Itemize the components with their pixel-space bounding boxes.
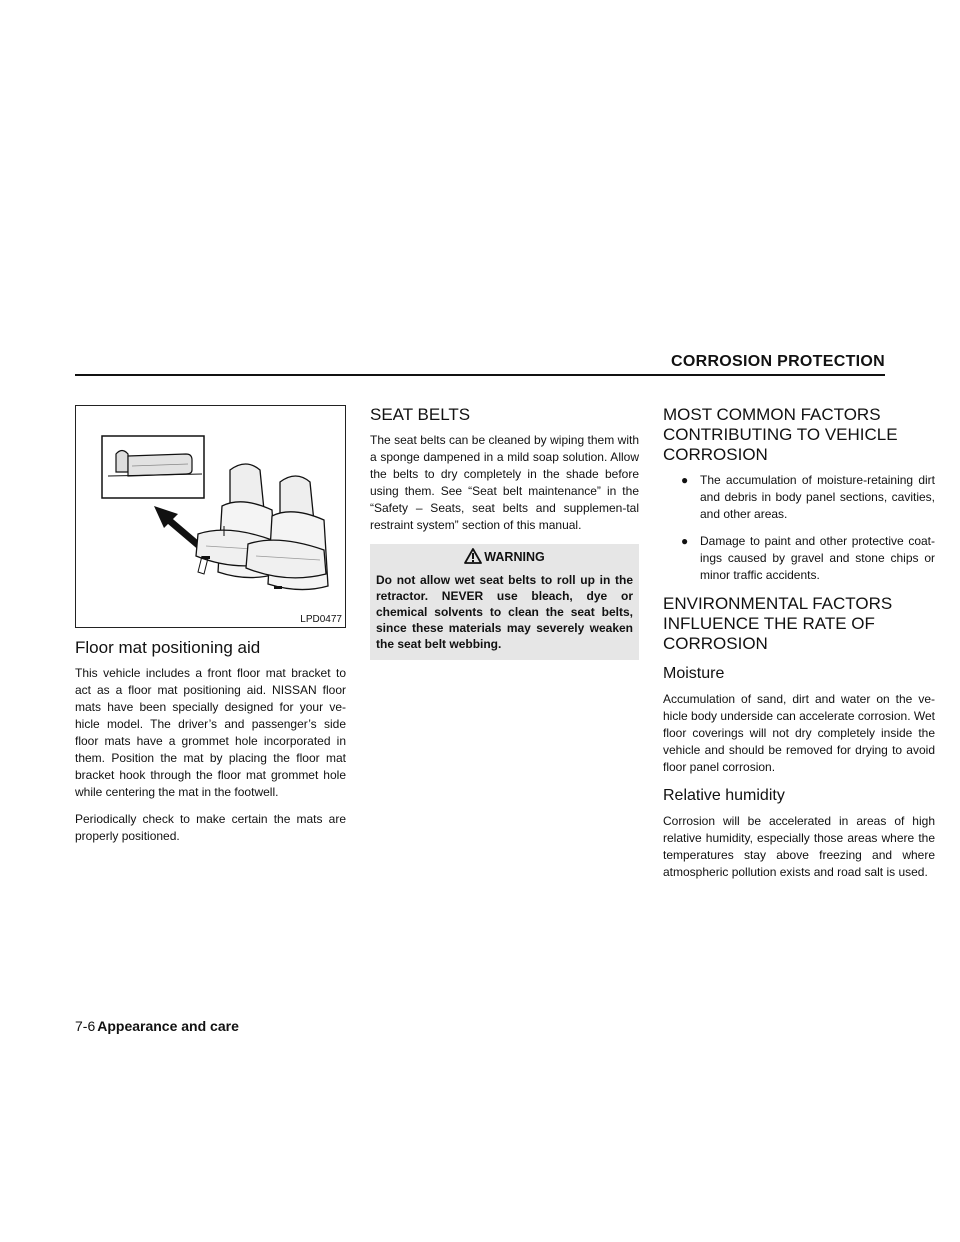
bullet-icon: ● [681,473,689,487]
common-factors-list [663,472,935,584]
warning-header [376,548,633,564]
floor-mat-paragraph-1: This vehicle includes a front floor mat bracket to act as a floor mat positioning aid. NISSAN floor mats have been specially designed for your ve-hicle model. The driver’s and passenger’s side floor mats have a grommet hole incorporated in them. Position the mat by placing the floor mat bracket hook through the floor mat grommet hole while centering the mat in the footwell. [75,666,346,799]
humidity-paragraph: Corrosion will be accelerated in areas of high relative humidity, especially those areas where the temperatures stay above freezing and where atmospheric pollution exists and road salt is used. [663,814,935,879]
humidity-title: Relative humidity [663,787,785,804]
section-header: CORROSION PROTECTION [670,353,885,370]
column-left [75,405,346,855]
list-item [681,472,935,523]
list-item-text: The accumulation of moisture-retaining dirt and debris in body panel sections, cavities, and other areas. [700,473,935,521]
page-footer [75,1018,239,1034]
warning-label: WARNING [484,550,545,564]
common-factors-title: MOST COMMON FACTORS CONTRIBUTING TO VEHICLE CORROSION [663,405,898,464]
page-number: 7-6 [75,1018,96,1034]
list-item [681,533,935,584]
column-middle [370,405,639,660]
warning-icon [464,548,482,564]
warning-text: Do not allow wet seat belts to roll up in the retractor. NEVER use bleach, dye or chemical solvents to clean the seat belts, since these materials may severely weaken the seat belt webbing. [376,573,633,651]
floor-mat-figure [75,405,346,628]
moisture-paragraph: Accumulation of sand, dirt and water on the ve-hicle body underside can accelerate corrosion. Wet floor coverings will not dry completely inside the vehicle and should be removed for drying to avoid floor panel corrosion. [663,692,935,774]
floor-mat-paragraph-2: Periodically check to make certain the mats are properly positioned. [75,812,346,843]
bullet-icon: ● [681,534,689,548]
footer-section-title: Appearance and care [97,1018,239,1034]
seat-belts-paragraph: The seat belts can be cleaned by wiping them with a sponge dampened in a mild soap solution. Allow the belts to dry completely in the shade before using them. See “Seat belt maintenance” in the “Safety – Seats, seat belts and supplemen-tal restraint system” section of this manual. [370,433,639,532]
floor-mat-title: Floor mat positioning aid [75,638,261,657]
column-right [663,405,935,891]
header-rule [75,374,885,376]
figure-code: LPD0477 [300,614,342,625]
moisture-title: Moisture [663,665,725,682]
warning-box [370,544,639,660]
environmental-title: ENVIRONMENTAL FACTORS INFLUENCE THE RATE OF CORROSION [663,594,893,653]
seat-illustration [76,406,347,629]
seat-belts-title: SEAT BELTS [370,405,471,424]
list-item-text: Damage to paint and other protective coat-ings caused by gravel and stone chips or minor traffic accidents. [700,534,935,582]
